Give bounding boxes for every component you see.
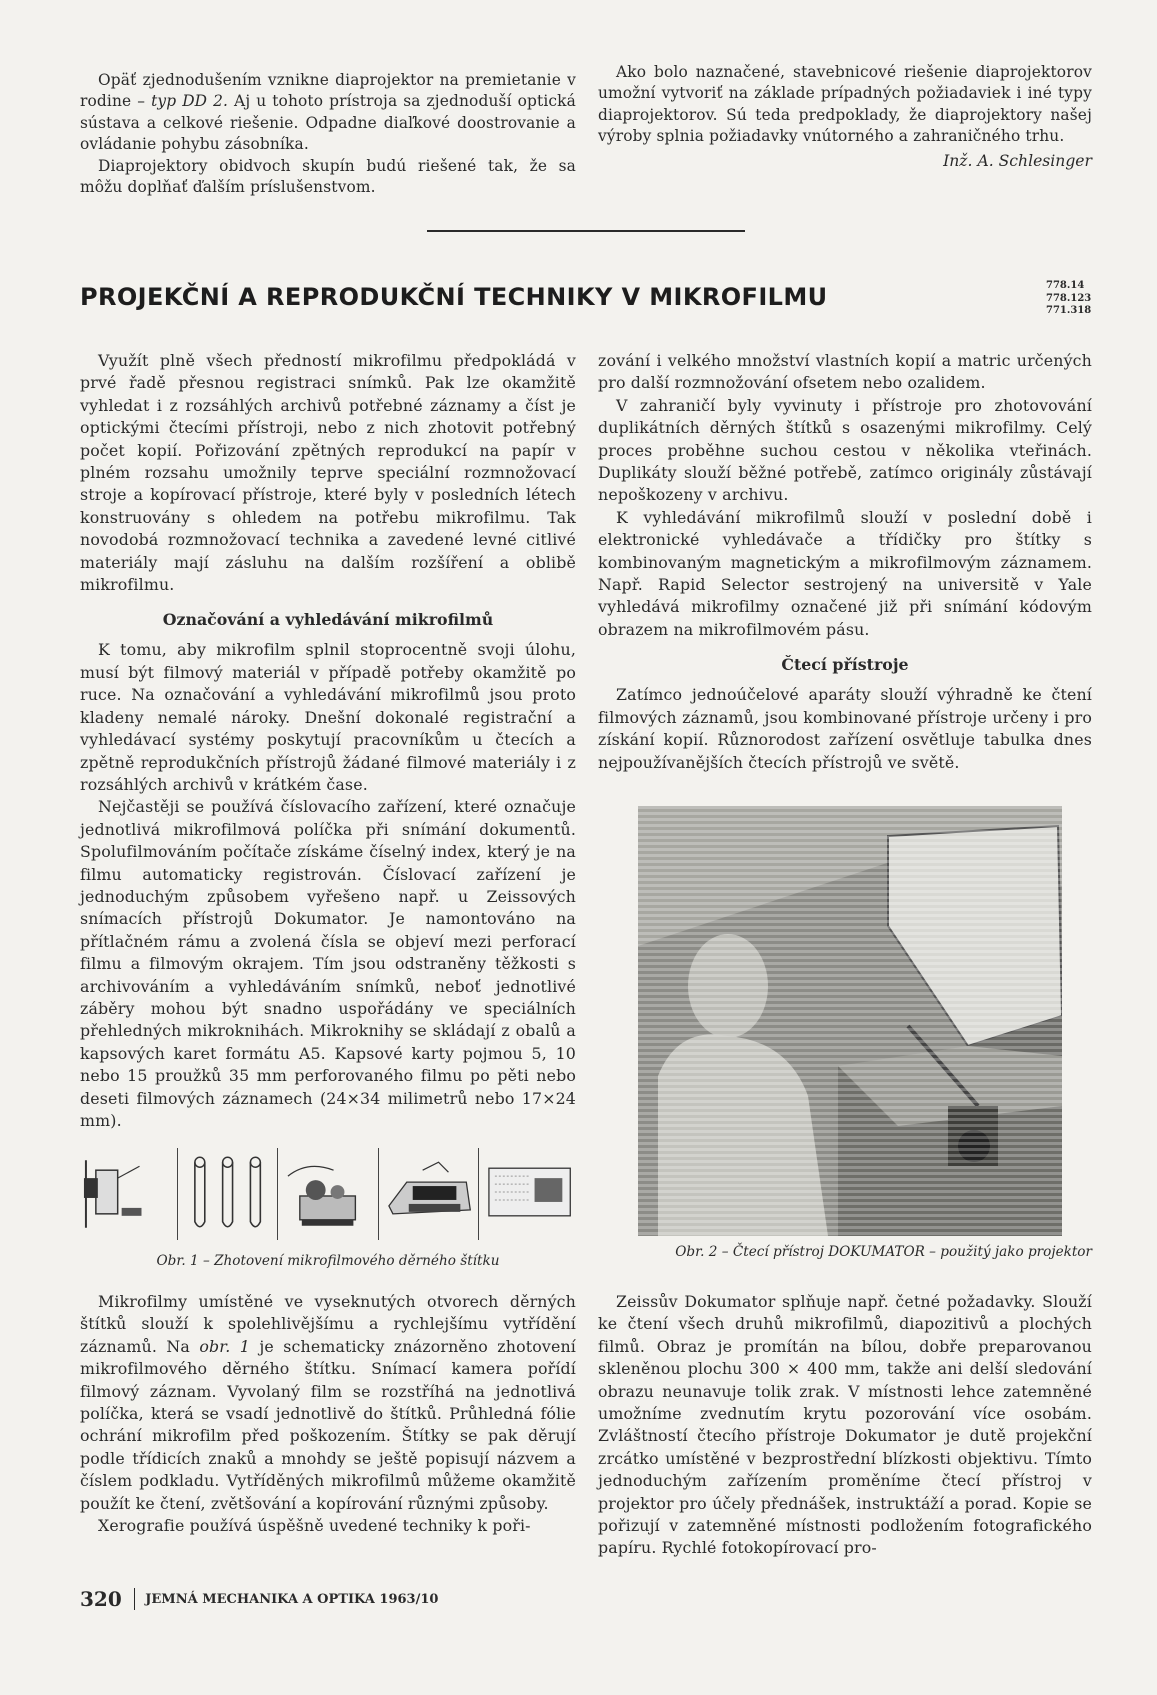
article-paragraph: Mikrofilmy umístěné ve vyseknutých otvorech děrných štítků slouží k spolehlivějšímu a rychlejšímu vytřídění záznamů. Na obr. 1 je schematicky znázorněno zhotovení mikrofilmového děrného štítku. Snímací kamera pořídí filmový záznam. Vyvolaný film se rozstříhá na jednotlivá políčka, která se vsadí jednotlivě do štítků. Průhledná fólie ochrání mikrofilm před poškozením. Štítky se pak děrují podle třídicích znaků a mnohdy se ještě popisují názvem a číslem podkladu. Vytříděných mikrofilmů můžeme okamžitě použít ke čtení, zvětšování a kopírování různými způsoby. <box>80 1292 576 1513</box>
camera-icon <box>78 1148 177 1240</box>
film-rollers-icon <box>178 1148 277 1240</box>
page-number: 320 <box>80 1587 122 1611</box>
previous-article-paragraph-3: Ako bolo naznačené, stavebnicové riešenie diaprojektorov umožní vytvoriť na základe prípadných požiadaviek i iné typy diaprojektorov. Sú teda predpoklady, že diaprojektory našej výroby splnia požiadavky vnútorného a zahraničného trhu. <box>598 63 1092 146</box>
card-punch-machine-icon <box>379 1148 478 1240</box>
film-cutter-illustration <box>278 1148 378 1240</box>
footer-divider <box>134 1588 136 1610</box>
udc-code: 771.318 <box>1046 305 1092 316</box>
previous-article-right-column <box>598 62 1092 170</box>
journal-name: JEMNÁ MECHANIKA A OPTIKA 1963/10 <box>145 1591 439 1607</box>
article-divider <box>427 230 745 232</box>
section-heading-registration: Označování a vyhledávání mikrofilmů <box>162 610 494 630</box>
article-paragraph: K vyhledávání mikrofilmů slouží v poslední době i elektronické vyhledávače a třídičky pro štítky s kombinovaným magnetickým a mikrofilmovým záznamem. Např. Rapid Selector sestrojený na universitě v Yale vyhledává mikrofilmy označené již při snímání kódovým obrazem na mikrofilmovém pásu. <box>598 507 1092 639</box>
article-right-column <box>598 350 1092 774</box>
dokumator-projector-photo <box>638 806 1062 1236</box>
article-paragraph: K tomu, aby mikrofilm splnil stoprocentně svoji úlohu, musí být filmový materiál v případě potřeby okamžitě po ruce. Na označování a vyhledávání mikrofilmů jsou proto kladeny nemalé nároky. Dnešní dokonalé registrační a vyhledávací systémy poskytují pracovníkům u čtecích a zpětně reprodukčních přístrojů žádané filmové materiály i z rozsáhlých archivů v krátkém čase. <box>80 640 576 794</box>
author-signature: Inž. A. Schlesinger <box>943 151 1092 170</box>
article-paragraph: Zatímco jednoúčelové aparáty slouží výhradně ke čtení filmových záznamů, jsou kombinované přístroje určeny i pro získání kopií. Různorodost zařízení osvětluje tabulka dnes nejpoužívanějších čtecích přístrojů ve světě. <box>598 685 1092 772</box>
page-footer <box>80 1587 438 1611</box>
udc-code: 778.123 <box>1046 292 1092 304</box>
article-paragraph: V zahraničí byly vyvinuty i přístroje pro zhotovování duplikátních děrných štítků s osazenými mikrofilmy. Celý proces proběhne suchou cestou v několika vteřinách. Duplikáty slouží běžné potřebě, zatímco originály zůstávají nepoškozeny v archivu. <box>598 395 1092 505</box>
figure-1-schematic <box>78 1148 578 1240</box>
cutter-icon <box>278 1148 377 1240</box>
article-lower-right-column <box>598 1291 1092 1560</box>
section-heading-readers: Čtecí přístroje <box>781 655 909 675</box>
article-lower-left-column <box>80 1291 576 1537</box>
previous-article-paragraph-1: Opäť zjednodušením vznikne diaprojektor na premietanie v rodine – typ DD 2. Aj u tohoto prístroja sa zjednoduší optická sústava a celkové riešenie. Odpadne diaľkové doostrovanie a ovládanie pohybu zásobníka. <box>80 71 576 154</box>
udc-codes <box>1046 280 1106 318</box>
card-punch-illustration <box>379 1148 479 1240</box>
figure-1-caption: Obr. 1 – Zhotovení mikrofilmového děrného štítku <box>156 1253 500 1269</box>
article-paragraph: Zeissův Dokumator splňuje např. četné požadavky. Slouží ke čtení všech druhů mikrofilmů, diapozitivů a plochých filmů. Obraz je promítán na bílou, dobře preparovanou skleněnou plochu 300 × 400 mm, takže ani delší sledování obrazu neunavuje tolik zrak. V místnosti lehce zatemněné umožníme zvednutím krytu pozorování více osobám. Zvláštností čtecího přístroje Dokumator je dutě projekční zrcátko umístěné v bezprostřední blízkosti objektivu. Tímto jednoduchým zařízením proměníme čtecí přístroj v projektor pro účely přednášek, instruktáží a porad. Kopie se pořizují v zatemněné místnosti podložením fotografického papíru. Rychlé fotokopírovací pro- <box>598 1292 1092 1558</box>
figure-reference: obr. 1 <box>199 1336 250 1356</box>
udc-code: 778.14 <box>1046 280 1085 291</box>
figure-2-caption: Obr. 2 – Čtecí přístroj DOKUMATOR – použitý jako projektor <box>675 1244 1092 1260</box>
article-paragraph: Nejčastěji se používá číslovacího zařízení, které označuje jednotlivá mikrofilmová políčka při snímání dokumentů. Spolufilmováním počítače získáme číselný index, který je na filmu automaticky registrován. Číslovací zařízení je jednoduchým způsobem vyřešeno např. u Zeissových snímacích přístrojů Dokumator. Je namontováno na přítlačném rámu a zvolená čísla se objeví mezi perforací filmu a filmovým okrajem. Tím jsou odstraněny těžkosti s archivováním a vyhledáváním snímků, neboť jednotlivé záběry mohou být snadno uspořádány ve speciálních přehledných mikroknihách. Mikroknihy se skládají z obalů a kapsových karet formátu A5. Kapsové karty pojmou 5, 10 nebo 15 proužků 35 mm perforovaného filmu po pěti nebo deseti filmových záznamech (24×34 milimetrů nebo 17×24 mm). <box>80 797 576 1130</box>
film-processing-illustration <box>178 1148 278 1240</box>
article-paragraph: Využít plně všech předností mikrofilmu předpokládá v prvé řadě přesnou registraci snímků. Pak lze okamžitě vyhledat i z rozsáhlých archivů potřebné záznamy a číst je optickými čtecími přístroji, nebo z nich zhotovit potřebný počet kopií. Pořizování zpětných reprodukcí na papír v plném rozsahu umožnily teprve speciální rozmnožovací stroje a kopírovací přístroje, které byly v posledních létech konstruovány s ohledem na potřebu mikrofilmu. Tak novodobá rozmnožovací technika a zavedené levné citlivé materiály mají zásluhu na dalším rozšíření a oblibě mikrofilmu. <box>80 351 576 595</box>
article-left-column <box>80 350 576 1132</box>
previous-article-paragraph-2: Diaprojektory obidvoch skupín budú riešené tak, že sa môžu doplňať ďalším príslušenstvom. <box>80 156 576 197</box>
aperture-card-illustration <box>479 1148 578 1240</box>
aperture-card-icon <box>479 1148 578 1240</box>
article-paragraph: Xerografie používá úspěšně uvedené techniky k poři- <box>98 1516 531 1536</box>
figure-2-photo <box>638 806 1062 1236</box>
previous-article-left-column <box>80 70 576 198</box>
article-paragraph: zování i velkého množství vlastních kopií a matric určených pro další rozmnožování ofsetem nebo ozalidem. <box>598 351 1092 393</box>
product-type-reference: typ DD 2. <box>151 92 229 111</box>
article-title: PROJEKČNÍ A REPRODUKČNÍ TECHNIKY V MIKROFILMU <box>80 283 828 311</box>
camera-illustration <box>78 1148 178 1240</box>
